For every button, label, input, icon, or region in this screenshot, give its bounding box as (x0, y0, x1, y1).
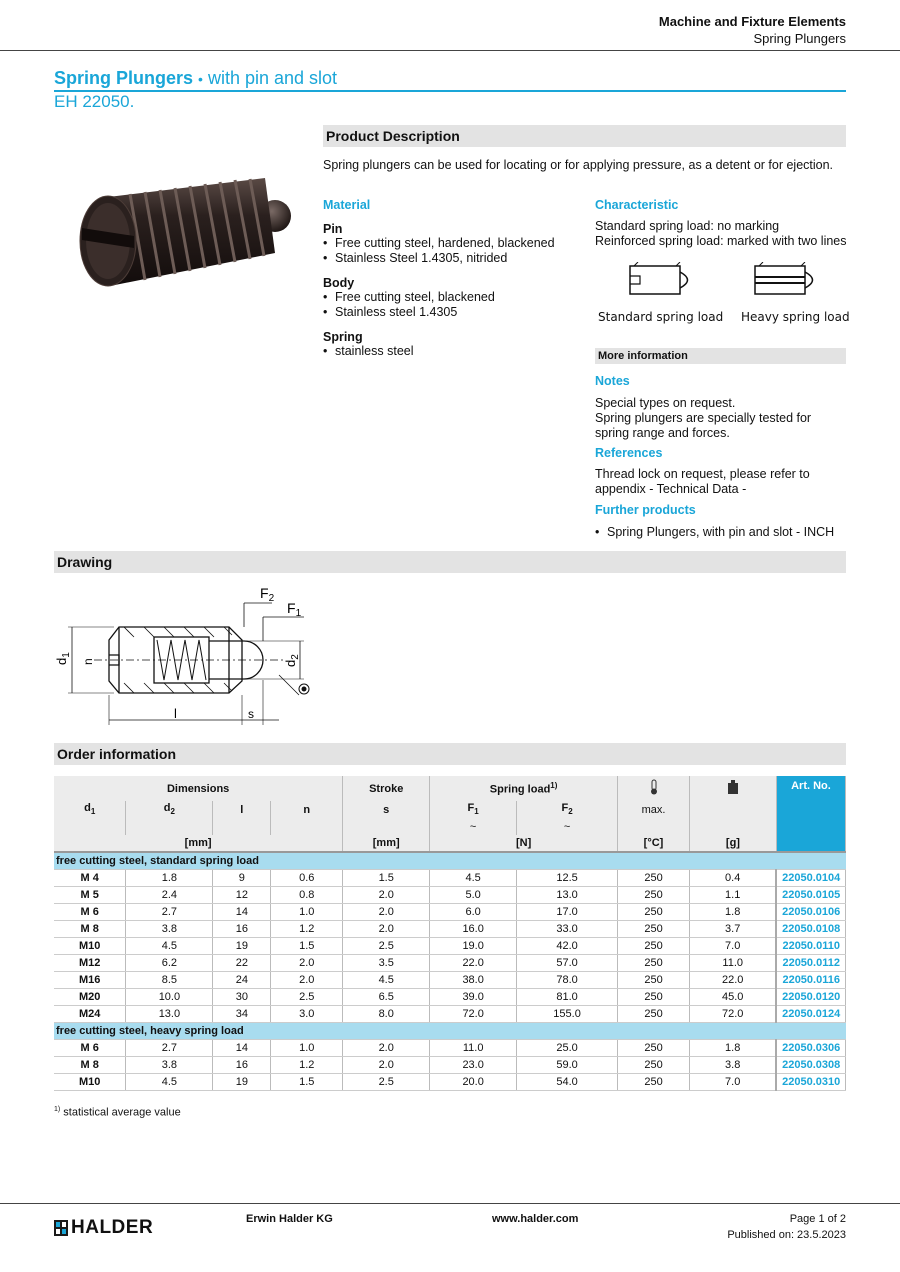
table-cell: 2.7 (126, 1039, 213, 1056)
art-no-link[interactable]: 22050.0105 (776, 886, 845, 903)
drawing-heading: Drawing (54, 551, 846, 573)
standard-load-diagram (620, 262, 705, 301)
table-cell: 19.0 (430, 937, 517, 954)
col-spring-load: Spring load$^{1)}$ (430, 776, 618, 801)
table-cell: 13.0 (517, 886, 618, 903)
table-cell: 2.0 (271, 971, 343, 988)
product-code: EH 22050. (54, 92, 135, 111)
table-cell: 1.2 (271, 920, 343, 937)
col-n: n (271, 801, 343, 818)
table-cell: 8.5 (126, 971, 213, 988)
thread-size: M 6 (54, 1039, 126, 1056)
table-cell: 250 (618, 937, 690, 954)
table-cell: 250 (618, 903, 690, 920)
col-stroke-s: s (343, 801, 430, 818)
table-cell: 250 (618, 988, 690, 1005)
table-cell: 250 (618, 886, 690, 903)
table-cell: 72.0 (430, 1005, 517, 1022)
notes-line: Special types on request. (595, 396, 736, 410)
table-cell: 250 (618, 1073, 690, 1090)
col-f1-tilde: ~ (430, 818, 517, 835)
table-cell: 250 (618, 954, 690, 971)
heavy-load-diagram (745, 262, 830, 301)
title-main: Spring Plungers (54, 68, 194, 88)
weight-icon (689, 776, 776, 801)
table-cell: 1.8 (126, 869, 213, 886)
footer-website[interactable]: www.halder.com (492, 1213, 579, 1225)
col-dimensions: Dimensions (54, 776, 343, 801)
table-cell: 6.5 (343, 988, 430, 1005)
table-cell: 39.0 (430, 988, 517, 1005)
halder-logo: HALDER (54, 1217, 153, 1239)
table-cell: 250 (618, 869, 690, 886)
material-spring-label: Spring (323, 330, 363, 344)
heavy-load-label: Heavy spring load (741, 310, 850, 324)
table-cell: 250 (618, 920, 690, 937)
title-underline (54, 90, 846, 92)
technical-drawing (54, 585, 324, 725)
thread-size: M 8 (54, 920, 126, 937)
thread-size: M 5 (54, 886, 126, 903)
table-cell: 22.0 (430, 954, 517, 971)
table-cell: 59.0 (517, 1056, 618, 1073)
product-description-heading: Product Description (323, 125, 846, 147)
unit-g: [g] (689, 835, 776, 852)
notes-heading: Notes (595, 374, 630, 388)
table-cell: 2.0 (271, 954, 343, 971)
table-cell: 12.5 (517, 869, 618, 886)
table-cell: 6.2 (126, 954, 213, 971)
header-category: Machine and Fixture Elements (658, 14, 846, 29)
table-cell: 25.0 (517, 1039, 618, 1056)
table-cell: 3.8 (126, 1056, 213, 1073)
table-cell: 2.0 (343, 1039, 430, 1056)
table-cell: 24 (213, 971, 271, 988)
table-cell: 23.0 (430, 1056, 517, 1073)
further-products-list (595, 525, 834, 540)
art-no-link[interactable]: 22050.0124 (776, 1005, 845, 1022)
table-cell: 17.0 (517, 903, 618, 920)
col-d1: $d_1$ (54, 801, 126, 818)
table-cell: 14 (213, 903, 271, 920)
art-no-link[interactable]: 22050.0108 (776, 920, 845, 937)
footnote: $^{1)}$ statistical average value (54, 1106, 181, 1119)
table-cell: 3.7 (689, 920, 776, 937)
table-cell: 2.5 (343, 937, 430, 954)
table-cell: 2.0 (343, 886, 430, 903)
table-cell: 3.0 (271, 1005, 343, 1022)
thermometer-icon (618, 776, 690, 801)
drawing-label-f1: $F_1$ (287, 600, 302, 619)
col-f2-tilde: ~ (517, 818, 618, 835)
table-cell: 9 (213, 869, 271, 886)
material-body-item: • Stainless steel 1.4305 (323, 305, 583, 320)
order-table (54, 776, 846, 1091)
more-info-heading: More information (595, 348, 846, 364)
art-no-link[interactable]: 22050.0104 (776, 869, 845, 886)
table-cell: 2.7 (126, 903, 213, 920)
table-row (54, 1073, 846, 1090)
table-cell: 4.5 (430, 869, 517, 886)
characteristic-line-1: Standard spring load: no marking (595, 219, 780, 233)
table-row (54, 1039, 846, 1056)
table-cell: 57.0 (517, 954, 618, 971)
thread-size: M 8 (54, 1056, 126, 1073)
table-cell: 11.0 (689, 954, 776, 971)
thread-size: M16 (54, 971, 126, 988)
table-cell: 19 (213, 1073, 271, 1090)
table-cell: 38.0 (430, 971, 517, 988)
col-max: max. (618, 801, 690, 818)
table-row (54, 971, 846, 988)
table-cell: 4.5 (126, 937, 213, 954)
table-cell: 4.5 (126, 1073, 213, 1090)
table-cell: 1.8 (689, 903, 776, 920)
table-cell: 16.0 (430, 920, 517, 937)
references-heading: References (595, 446, 663, 460)
col-l: l (213, 801, 271, 818)
footer-company: Erwin Halder KG (246, 1213, 333, 1225)
drawing-label-d1: $d_1$ (54, 652, 72, 665)
drawing-label-s: s (248, 707, 254, 721)
table-cell: 2.5 (271, 988, 343, 1005)
thread-size: M10 (54, 937, 126, 954)
table-cell: 81.0 (517, 988, 618, 1005)
table-cell: 45.0 (689, 988, 776, 1005)
art-no-link[interactable]: 22050.0308 (776, 1056, 845, 1073)
drawing-label-l: l (174, 706, 177, 721)
col-art-no: Art. No. (776, 776, 845, 852)
table-cell: 155.0 (517, 1005, 618, 1022)
material-body-label: Body (323, 276, 355, 290)
table-cell: 2.0 (343, 1056, 430, 1073)
unit-c: [°C] (618, 835, 690, 852)
col-f2: $F_2$ (517, 801, 618, 818)
material-pin-label: Pin (323, 222, 343, 236)
drawing-label-d2: $d_2$ (283, 654, 301, 667)
product-image (70, 168, 300, 298)
table-cell: 2.5 (343, 1073, 430, 1090)
table-cell: 6.0 (430, 903, 517, 920)
table-cell: 22.0 (689, 971, 776, 988)
thread-size: M10 (54, 1073, 126, 1090)
references-text: Thread lock on request, please refer to appendix - Technical Data - (595, 467, 810, 496)
table-row (54, 1005, 846, 1022)
material-spring-item: • stainless steel (323, 344, 583, 359)
title-separator: • (198, 71, 203, 87)
table-cell: 0.8 (271, 886, 343, 903)
title-sub: with pin and slot (207, 68, 338, 88)
table-cell: 250 (618, 971, 690, 988)
header-divider (0, 50, 900, 51)
thread-size: M20 (54, 988, 126, 1005)
characteristic-heading: Characteristic (595, 198, 679, 212)
table-cell: 78.0 (517, 971, 618, 988)
table-row (54, 886, 846, 903)
table-cell: 3.8 (689, 1056, 776, 1073)
table-cell: 16 (213, 920, 271, 937)
table-cell: 3.5 (343, 954, 430, 971)
table-cell: 13.0 (126, 1005, 213, 1022)
table-cell: 34 (213, 1005, 271, 1022)
table-cell: 54.0 (517, 1073, 618, 1090)
group-header: free cutting steel, standard spring load (54, 852, 846, 869)
table-row (54, 1056, 846, 1073)
table-cell: 250 (618, 1005, 690, 1022)
thread-size: M24 (54, 1005, 126, 1022)
table-cell: 5.0 (430, 886, 517, 903)
art-no-link[interactable]: 22050.0112 (776, 954, 845, 971)
further-product-link[interactable]: • Spring Plungers, with pin and slot - INCH (595, 525, 834, 540)
table-cell: 10.0 (126, 988, 213, 1005)
col-stroke: Stroke (343, 776, 430, 801)
table-row (54, 869, 846, 886)
table-cell: 11.0 (430, 1039, 517, 1056)
table-cell: 30 (213, 988, 271, 1005)
table-cell: 2.0 (343, 903, 430, 920)
unit-mm: [mm] (54, 835, 343, 852)
table-cell: 250 (618, 1056, 690, 1073)
art-no-link[interactable]: 22050.0306 (776, 1039, 845, 1056)
group-header: free cutting steel, heavy spring load (54, 1022, 846, 1039)
material-pin-item: • Free cutting steel, hardened, blackened (323, 236, 583, 251)
table-cell: 16 (213, 1056, 271, 1073)
drawing-label-f2: $F_2$ (260, 585, 275, 604)
table-cell: 22 (213, 954, 271, 971)
art-no-link[interactable]: 22050.0120 (776, 988, 845, 1005)
product-description-text: Spring plungers can be used for locating or for applying pressure, as a detent or for ejection. (323, 158, 834, 172)
material-pin-item: • Stainless Steel 1.4305, nitrided (323, 251, 583, 266)
characteristic-line-2: Reinforced spring load: marked with two lines (595, 234, 847, 248)
thread-size: M12 (54, 954, 126, 971)
table-cell: 12 (213, 886, 271, 903)
table-cell: 1.8 (689, 1039, 776, 1056)
col-d2: $d_2$ (126, 801, 213, 818)
footer-published: Published on: 23.5.2023 (727, 1229, 846, 1241)
table-cell: 0.6 (271, 869, 343, 886)
table-cell: 1.5 (271, 1073, 343, 1090)
art-no-link[interactable]: 22050.0310 (776, 1073, 845, 1090)
table-cell: 3.8 (126, 920, 213, 937)
table-row (54, 937, 846, 954)
thread-size: M 6 (54, 903, 126, 920)
material-heading: Material (323, 198, 371, 212)
table-cell: 14 (213, 1039, 271, 1056)
col-f1: $F_1$ (430, 801, 517, 818)
notes-line: Spring plungers are specially tested for spring range and forces. (595, 411, 812, 440)
table-cell: 4.5 (343, 971, 430, 988)
footer-divider (0, 1203, 900, 1204)
header-subcategory: Spring Plungers (753, 31, 846, 46)
table-row (54, 988, 846, 1005)
table-cell: 20.0 (430, 1073, 517, 1090)
unit-stroke-mm: [mm] (343, 835, 430, 852)
table-cell: 1.0 (271, 903, 343, 920)
standard-load-label: Standard spring load (598, 310, 724, 324)
unit-n: [N] (430, 835, 618, 852)
notes-text (595, 396, 846, 441)
art-no-link[interactable]: 22050.0116 (776, 971, 845, 988)
art-no-link[interactable]: 22050.0110 (776, 937, 845, 954)
page-title (54, 68, 337, 89)
table-cell: 1.5 (343, 869, 430, 886)
table-cell: 0.4 (689, 869, 776, 886)
thread-size: M 4 (54, 869, 126, 886)
table-cell: 1.1 (689, 886, 776, 903)
further-products-heading: Further products (595, 503, 696, 517)
table-cell: 33.0 (517, 920, 618, 937)
table-cell: 1.0 (271, 1039, 343, 1056)
table-cell: 7.0 (689, 1073, 776, 1090)
table-row (54, 954, 846, 971)
material-list (323, 222, 583, 359)
table-row (54, 903, 846, 920)
table-cell: 19 (213, 937, 271, 954)
material-body-item: • Free cutting steel, blackened (323, 290, 583, 305)
table-cell: 72.0 (689, 1005, 776, 1022)
table-cell: 250 (618, 1039, 690, 1056)
table-cell: 1.5 (271, 937, 343, 954)
drawing-label-n: n (81, 658, 95, 665)
order-heading: Order information (54, 743, 846, 765)
table-cell: 2.0 (343, 920, 430, 937)
footer-page: Page 1 of 2 (789, 1213, 846, 1225)
table-row (54, 920, 846, 937)
table-cell: 42.0 (517, 937, 618, 954)
table-cell: 1.2 (271, 1056, 343, 1073)
art-no-link[interactable]: 22050.0106 (776, 903, 845, 920)
table-cell: 2.4 (126, 886, 213, 903)
table-cell: 7.0 (689, 937, 776, 954)
table-cell: 8.0 (343, 1005, 430, 1022)
